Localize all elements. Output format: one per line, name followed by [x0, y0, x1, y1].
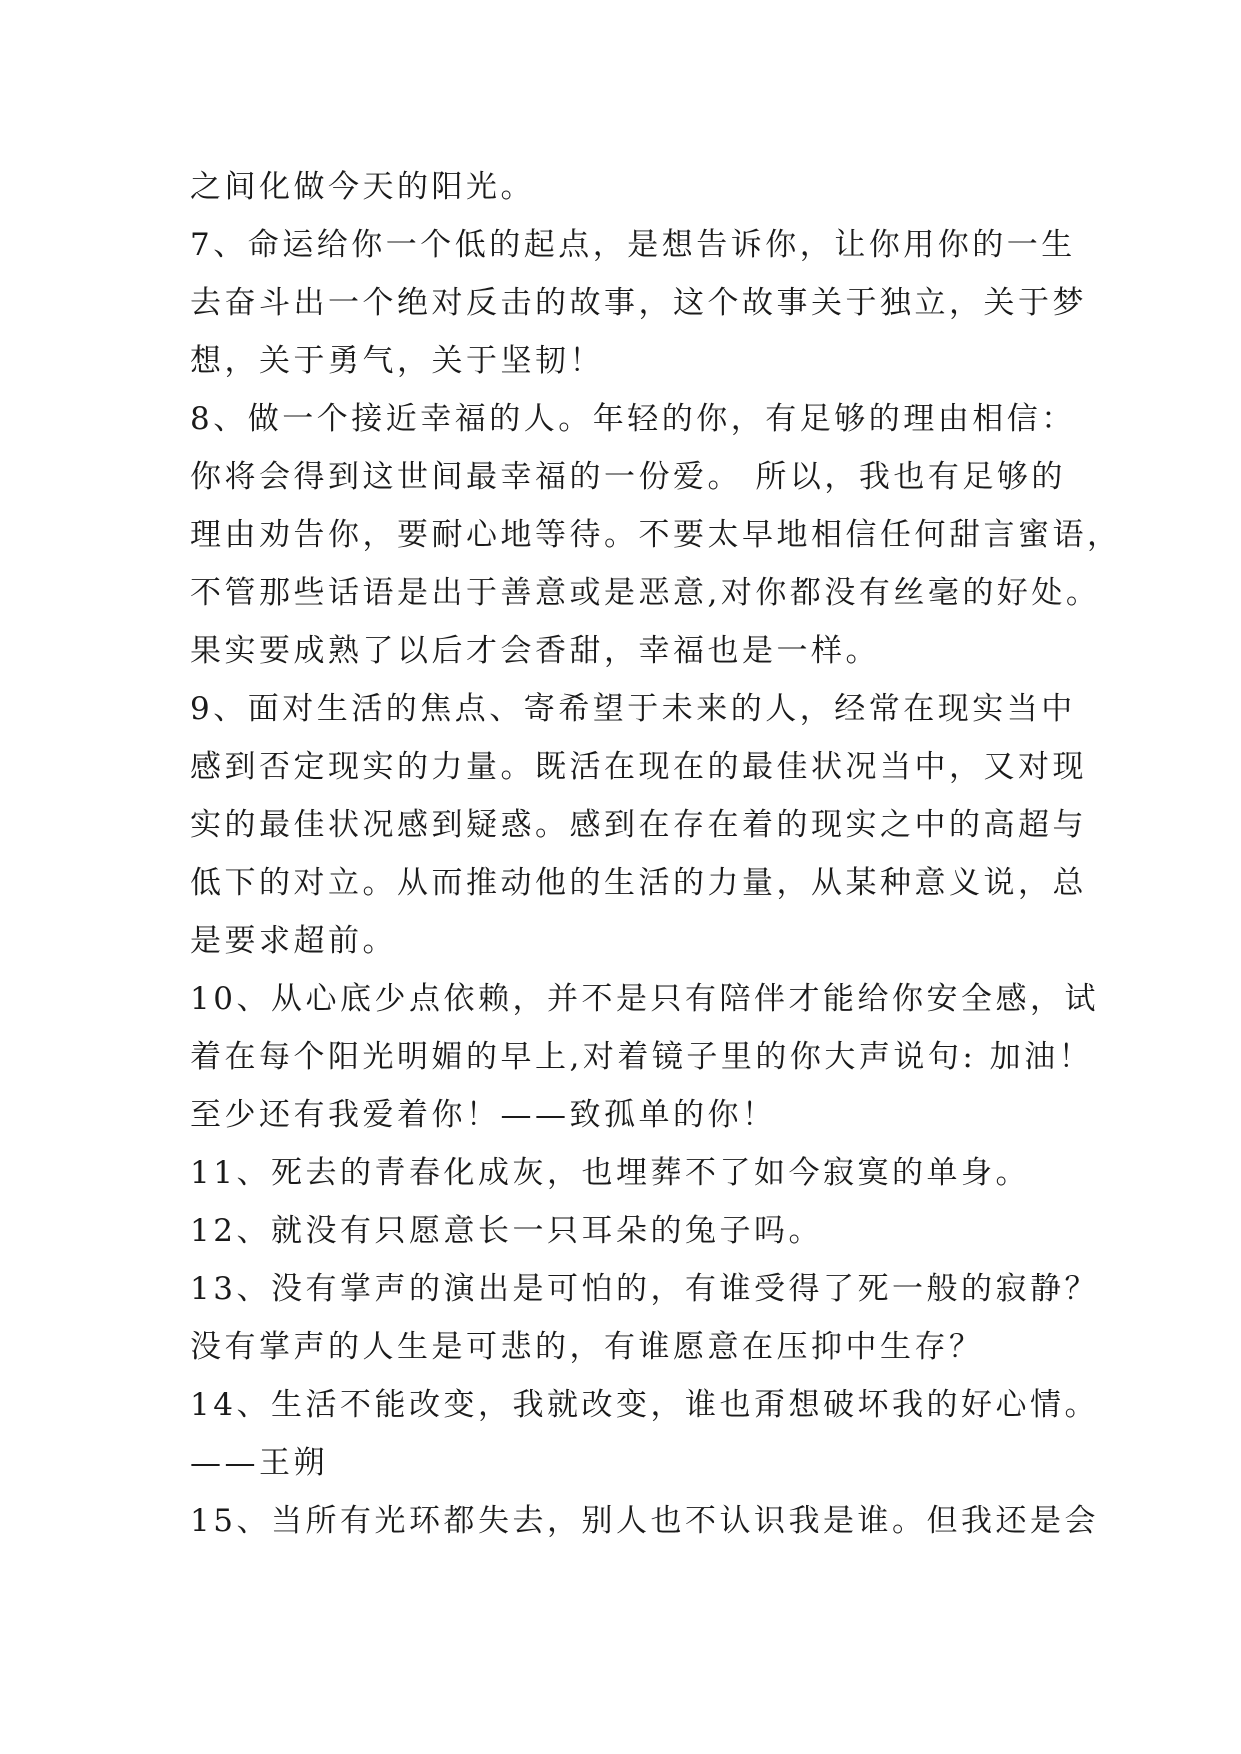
text-line: 低下的对立。从而推动他的生活的力量，从某种意义说，总	[190, 865, 1087, 901]
text-line: 至少还有我爱着你！——致孤单的你！	[190, 1097, 777, 1133]
text-line: ——王朔	[190, 1445, 328, 1481]
body-text	[190, 158, 1122, 1550]
text-line: 7、命运给你一个低的起点，是想告诉你，让你用你的一生	[190, 227, 1076, 263]
text-line: 没有掌声的人生是可悲的，有谁愿意在压抑中生存？	[190, 1329, 984, 1365]
text-line: 8、做一个接近幸福的人。年轻的你，有足够的理由相信：	[190, 401, 1076, 437]
text-line: 15、当所有光环都失去，别人也不认识我是谁。但我还是会	[190, 1503, 1099, 1539]
text-line: 你将会得到这世间最幸福的一份爱。 所以，我也有足够的	[190, 459, 1066, 495]
text-line: 9、面对生活的焦点、寄希望于未来的人，经常在现实当中	[190, 691, 1076, 727]
text-line: 感到否定现实的力量。既活在现在的最佳状况当中，又对现	[190, 749, 1087, 785]
text-line: 去奋斗出一个绝对反击的故事，这个故事关于独立，关于梦	[190, 285, 1087, 321]
text-line: 11、死去的青春化成灰，也埋葬不了如今寂寞的单身。	[190, 1155, 1030, 1191]
text-line: 是要求超前。	[190, 923, 397, 959]
text-line: 之间化做今天的阳光。	[190, 169, 535, 205]
text-line: 理由劝告你，要耐心地等待。不要太早地相信任何甜言蜜语，	[190, 517, 1122, 553]
text-line: 14、生活不能改变，我就改变，谁也甭想破坏我的好心情。	[190, 1387, 1099, 1423]
text-line: 着在每个阳光明媚的早上,对着镜子里的你大声说句: 加油！	[190, 1039, 1094, 1075]
text-line: 实的最佳状况感到疑惑。感到在存在着的现实之中的高超与	[190, 807, 1087, 843]
text-line: 不管那些话语是出于善意或是恶意,对你都没有丝毫的好处。	[190, 575, 1101, 611]
text-line: 12、就没有只愿意长一只耳朵的兔子吗。	[190, 1213, 823, 1249]
text-line: 果实要成熟了以后才会香甜，幸福也是一样。	[190, 633, 880, 669]
text-line: 10、从心底少点依赖，并不是只有陪伴才能给你安全感，试	[190, 981, 1099, 1017]
text-line: 13、没有掌声的演出是可怕的，有谁受得了死一般的寂静？	[190, 1271, 1099, 1307]
text-line: 想，关于勇气，关于坚韧！	[190, 343, 604, 379]
